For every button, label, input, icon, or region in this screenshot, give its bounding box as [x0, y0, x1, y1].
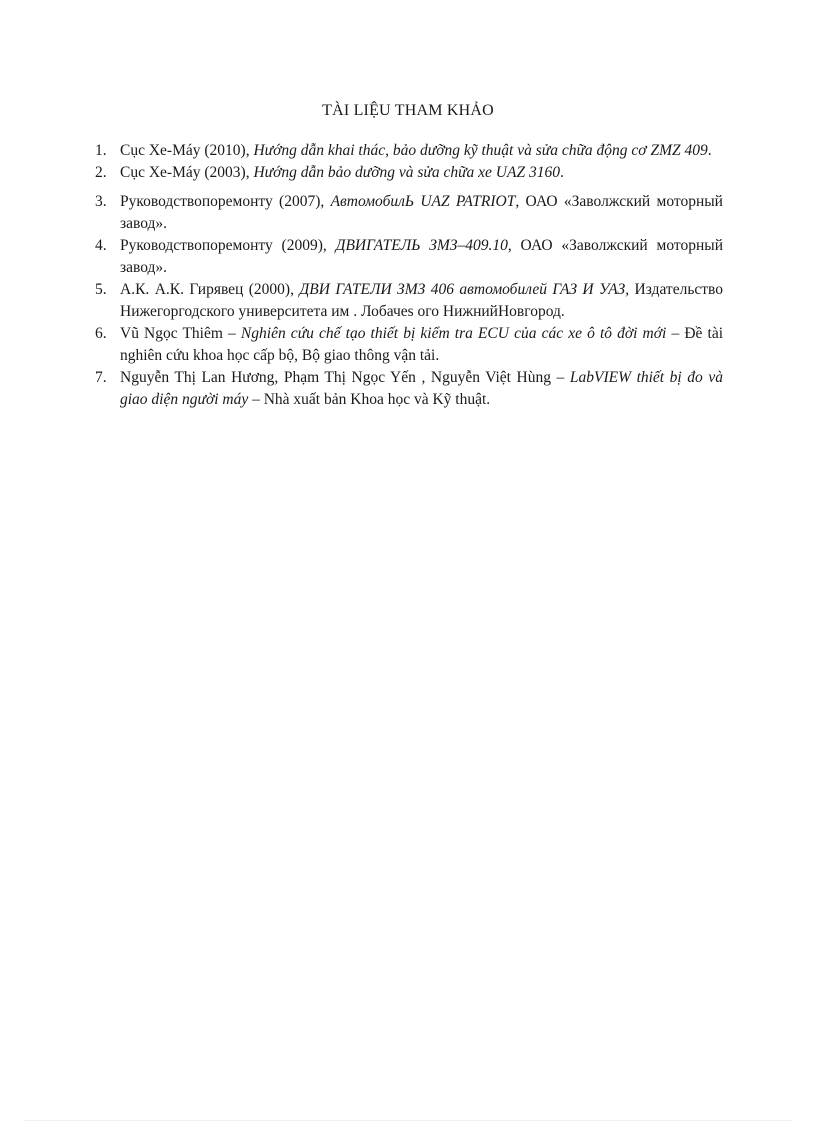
reference-text: – Đề tài nghiên cứu khoa học cấp bộ, Bộ giao thông vận tải.	[120, 325, 724, 364]
reference-number: 5.	[95, 281, 107, 298]
reference-text: , ОАО «Заволжский моторный завод».	[120, 193, 723, 232]
reference-number: 6.	[95, 325, 107, 342]
reference-text: , ОАО «Заволжский моторный завод».	[120, 237, 723, 276]
reference-item	[95, 367, 723, 411]
reference-text: Cục Xe-Máy (2003),	[120, 164, 254, 181]
reference-text: .	[707, 142, 712, 159]
reference-item	[95, 140, 723, 162]
reference-item	[95, 323, 723, 367]
reference-title: Nghiên cứu chế tạo thiết bị kiểm tra ECU của các xe ô tô đời mới	[240, 325, 667, 342]
reference-text: .	[559, 164, 564, 181]
reference-number: 7.	[95, 369, 107, 386]
reference-item	[95, 279, 723, 323]
reference-title: АвтомобилЬ UAZ PATRIOT	[330, 193, 516, 210]
reference-list	[95, 140, 723, 411]
reference-item	[95, 162, 723, 184]
reference-title: Hướng dẫn bảo dưỡng và sửa chữa xe UAZ 3160	[253, 164, 560, 181]
page-bottom-divider	[24, 1120, 792, 1121]
reference-item	[95, 235, 723, 279]
reference-number: 3.	[95, 193, 107, 210]
reference-title: ДВИ ГАТЕЛИ ЗМЗ 406 автомобилей ГАЗ И УАЗ	[299, 281, 626, 298]
reference-number: 2.	[95, 164, 107, 181]
reference-number: 1.	[95, 142, 107, 159]
reference-title: ДВИГАТЕЛЬ ЗМЗ–409.10	[335, 237, 508, 254]
reference-title: LabVIEW thiết bị đo và giao diện người máy	[120, 369, 723, 408]
reference-text: Cục Xe-Máy (2010),	[120, 142, 254, 159]
reference-text: Nguyễn Thị Lan Hương, Phạm Thị Ngọc Yến , Nguyễn Việt Hùng –	[120, 369, 570, 386]
reference-text: А.К. А.К. Гирявец (2000),	[120, 281, 300, 298]
reference-item	[95, 191, 723, 235]
reference-number: 4.	[95, 237, 107, 254]
reference-text: Руководствопоремонту (2009),	[120, 237, 336, 254]
reference-text: Vũ Ngọc Thiêm –	[120, 325, 241, 342]
reference-text: Руководствопоремонту (2007),	[120, 193, 331, 210]
page-title: TÀI LIỆU THAM KHẢO	[322, 102, 494, 119]
reference-title: Hướng dẫn khai thác, bảo dưỡng kỹ thuật và sửa chữa động cơ ZMZ 409	[253, 142, 708, 159]
reference-text: – Nhà xuất bản Khoa học và Kỹ thuật.	[248, 391, 491, 408]
reference-text: , Издательство Нижегоргодского университета им . Лобачеѕ ого НижнийНовгород.	[120, 281, 724, 320]
